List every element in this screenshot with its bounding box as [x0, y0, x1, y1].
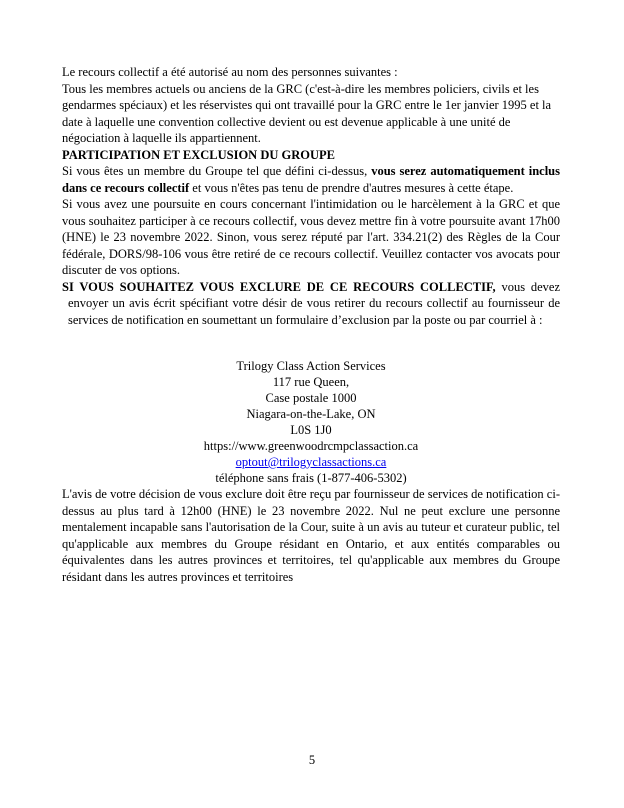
provider-email-link[interactable]: optout@trilogyclassactions.ca [235, 455, 387, 469]
lawsuit-paragraph: Si vous avez une poursuite en cours concernant l'intimidation ou le harcèlement à la GRC et que vous souhaitez participer à ce recours collectif, vous devez mettre fin à votre poursuite avant 17h00 (HNE) le 23 novembre 2022. Sinon, vous serez réputé par l'art. 334.21(2) des Règles de la Cour fédérale, DORS/98-106 vous être retiré de ce recours collectif. Veuillez contacter vos avocats pour discuter de vos options. [62, 197, 560, 277]
intro-paragraph: Le recours collectif a été autorisé au nom des personnes suivantes : [62, 65, 398, 79]
participation-text-lead: Si vous êtes un membre du Groupe tel que défini ci-dessus, [62, 164, 372, 178]
participation-text-tail: et vous n'êtes pas tenu de prendre d'autres mesures à cette étape. [189, 180, 514, 195]
class-definition-block: Tous les membres actuels ou anciens de la GRC (c'est-à-dire les membres policiers, civils et les gendarmes spéciaux) et les réservistes qui ont travaillé pour la GRC entre le 1er janvier 1995 et la date à laquelle une convention collective devient ou est devenue applicable à une unité de négociation à laquelle ils appartiennent. [62, 81, 552, 145]
participation-paragraph [62, 163, 560, 196]
provider-street: 117 rue Queen, [272, 375, 350, 389]
provider-website-url: https://www.greenwoodrcmpclassaction.ca [203, 439, 419, 453]
provider-name: Trilogy Class Action Services [236, 359, 386, 373]
participation-text-bold: vous serez automatiquement inclus dans ce recours collectif [62, 164, 560, 195]
exclusion-text-bold: SI VOUS SOUHAITEZ VOUS EXCLURE DE CE RECOURS COLLECTIF, [62, 279, 496, 294]
provider-postal-code: L0S 1J0 [290, 423, 332, 437]
provider-address-block [62, 358, 560, 486]
deadline-paragraph: L'avis de votre décision de vous exclure doit être reçu par fournisseur de services de notification ci-dessus au plus tard à 12h00 (HNE) le 23 novembre 2022. Nul ne peut exclure une personne mentalement incapable sans l'autorisation de la Cour, suite à un avis au tuteur et curateur public, tel qu'applicable aux membres du Groupe résidant en Ontario, et aux entités comparables ou équivalentes dans les autres provinces et territoires, tel qu'applicable aux membres du Groupe résidant dans les autres provinces et territoires [62, 487, 560, 584]
page-number: 5 [308, 753, 316, 767]
provider-phone: téléphone sans frais (1-877-406-5302) [215, 471, 407, 485]
exclusion-paragraph [62, 279, 560, 329]
exclusion-text-tail: vous devez envoyer un avis écrit spécifiant votre désir de vous retirer du recours collectif au fournisseur de services de notification en soumettant un formulaire d’exclusion par la poste ou par courriel à : [68, 279, 560, 327]
provider-po-box: Case postale 1000 [265, 391, 357, 405]
provider-city: Niagara-on-the-Lake, ON [246, 407, 376, 421]
section-heading: PARTICIPATION ET EXCLUSION DU GROUPE [62, 147, 335, 162]
